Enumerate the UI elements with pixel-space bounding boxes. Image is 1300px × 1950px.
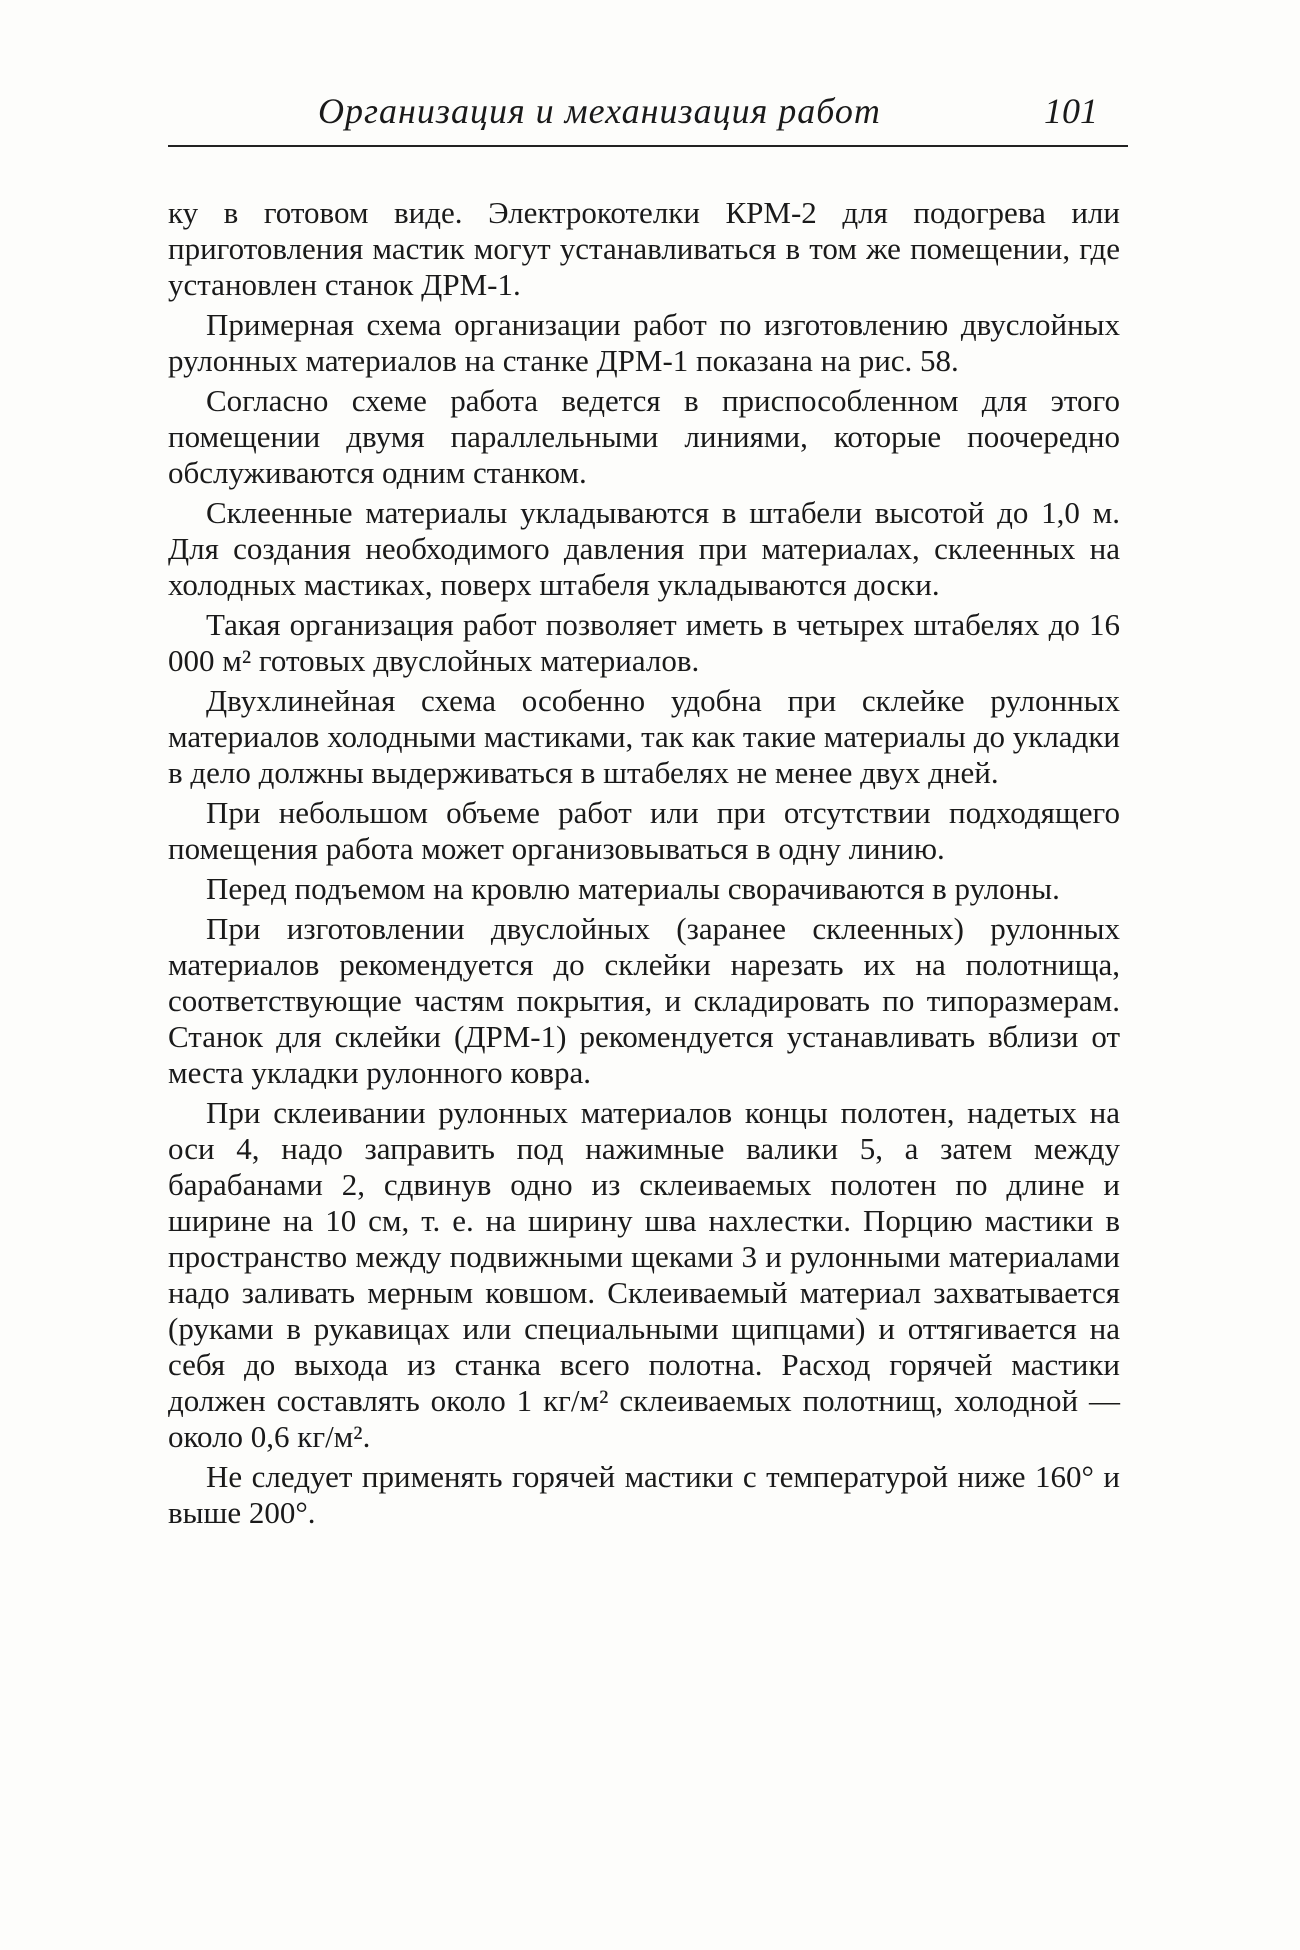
- paragraph: Не следует применять горячей мастики с температурой ниже 160° и выше 200°.: [168, 1459, 1120, 1530]
- page-number: 101: [1044, 91, 1098, 131]
- paragraph: Примерная схема организации работ по изготовлению двуслойных рулонных материалов на станке ДРМ-1 показана на рис. 58.: [168, 307, 1120, 378]
- paragraph: Склеенные материалы укладываются в штабели высотой до 1,0 м. Для создания необходимого давления при материалах, склеенных на холодных мастиках, поверх штабеля укладываются доски.: [168, 495, 1120, 602]
- paragraph: Такая организация работ позволяет иметь в четырех штабелях до 16 000 м² готовых двуслойных материалов.: [168, 607, 1120, 678]
- body-text: [168, 195, 1120, 1535]
- paragraph: Перед подъемом на кровлю материалы сворачиваются в рулоны.: [206, 871, 1060, 906]
- running-header: [168, 90, 1128, 140]
- paragraph: ку в готовом виде. Электрокотелки КРМ-2 для подогрева или приготовления мастик могут устанавливаться в том же помещении, где установлен станок ДРМ-1.: [168, 195, 1120, 302]
- paragraph: Согласно схеме работа ведется в приспособленном для этого помещении двумя параллельными линиями, которые поочередно обслуживаются одним станком.: [168, 383, 1120, 490]
- paragraph: При изготовлении двуслойных (заранее склеенных) рулонных материалов рекомендуется до склейки нарезать их на полотнища, соответствующие частям покрытия, и складировать по типоразмерам. Станок для склейки (ДРМ-1) рекомендуется устанавливать вблизи от места укладки рулонного ковра.: [168, 911, 1120, 1090]
- paragraph: Двухлинейная схема особенно удобна при склейке рулонных материалов холодными мастиками, так как такие материалы до укладки в дело должны выдерживаться в штабелях не менее двух дней.: [168, 683, 1120, 790]
- paragraph: При небольшом объеме работ или при отсутствии подходящего помещения работа может организовываться в одну линию.: [168, 795, 1120, 866]
- running-title: Организация и механизация работ: [318, 91, 881, 131]
- paragraph: При склеивании рулонных материалов концы полотен, надетых на оси 4, надо заправить под нажимные валики 5, а затем между барабанами 2, сдвинув одно из склеиваемых полотен по длине и ширине на 10 см, т. е. на ширину шва нахлестки. Порцию мастики в пространство между подвижными щеками 3 и рулонными материалами надо заливать мерным ковшом. Склеиваемый материал захватывается (руками в рукавицах или специальными щипцами) и оттягивается на себя до выхода из станка всего полотна. Расход горячей мастики должен составлять около 1 кг/м² склеиваемых полотнищ, холодной — около 0,6 кг/м².: [168, 1095, 1120, 1454]
- header-divider: [168, 145, 1128, 147]
